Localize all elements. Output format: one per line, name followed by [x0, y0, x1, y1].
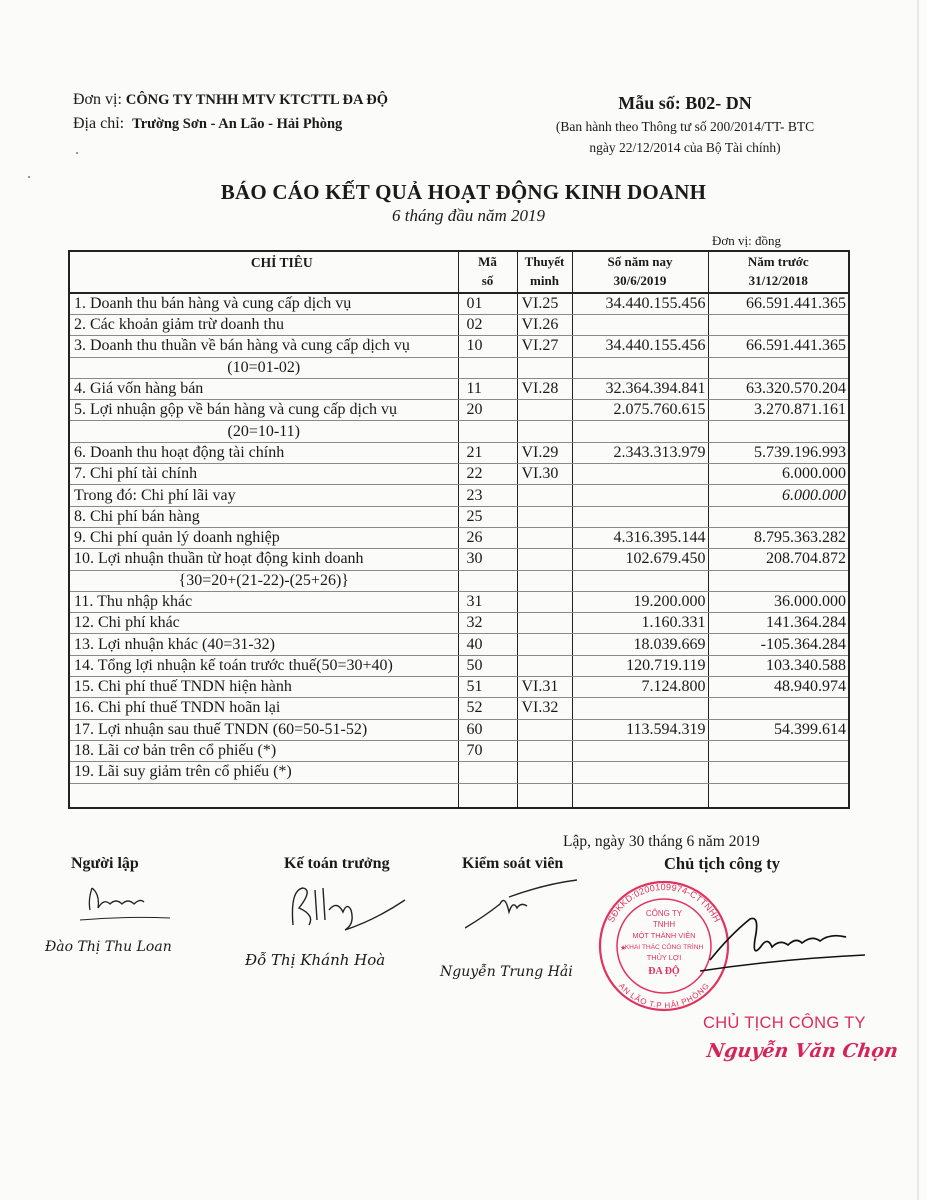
row-prior-value	[708, 357, 849, 378]
row-current-value: 34.440.155.456	[572, 293, 708, 315]
row-current-value: 19.200.000	[572, 591, 708, 612]
row-current-value	[572, 506, 708, 527]
col-header-code-line2: số	[481, 273, 494, 288]
row-code: 20	[458, 400, 517, 421]
table-row	[69, 549, 849, 570]
row-item: 8. Chi phí bán hàng	[69, 506, 458, 527]
row-item: 7. Chi phí tài chính	[69, 464, 458, 485]
table-row	[69, 719, 849, 740]
row-note	[517, 549, 572, 570]
row-note: VI.27	[517, 336, 572, 357]
row-note	[517, 506, 572, 527]
row-code: 23	[458, 485, 517, 506]
row-note	[517, 527, 572, 548]
col-header-current	[572, 251, 708, 293]
row-item: 11. Thu nhập khác	[69, 591, 458, 612]
row-current-value: 113.594.319	[572, 719, 708, 740]
row-note: VI.32	[517, 698, 572, 719]
empty-cell	[517, 783, 572, 808]
row-prior-value	[708, 570, 849, 591]
row-note: VI.29	[517, 442, 572, 463]
unit-line	[73, 88, 388, 112]
col-header-prior	[708, 251, 849, 293]
seal-line-6: ĐA ĐỘ	[648, 966, 680, 977]
row-note	[517, 421, 572, 442]
row-item: 18. Lãi cơ bản trên cổ phiếu (*)	[69, 740, 458, 761]
row-code: 22	[458, 464, 517, 485]
chairman-signature	[700, 915, 870, 975]
table-row	[69, 442, 849, 463]
table-row	[69, 740, 849, 761]
row-code: 26	[458, 527, 517, 548]
row-code	[458, 421, 517, 442]
row-current-value: 18.039.669	[572, 634, 708, 655]
scan-speck	[28, 176, 30, 178]
row-current-value	[572, 357, 708, 378]
row-item: (20=10-11)	[69, 421, 458, 442]
empty-cell	[572, 783, 708, 808]
table-row-empty	[69, 783, 849, 808]
row-prior-value: 54.399.614	[708, 719, 849, 740]
row-prior-value: 36.000.000	[708, 591, 849, 612]
row-note: VI.31	[517, 677, 572, 698]
table-row	[69, 336, 849, 357]
report-date: Lập, ngày 30 tháng 6 năm 2019	[563, 833, 760, 850]
table-row	[69, 655, 849, 676]
row-item: 13. Lợi nhuận khác (40=31-32)	[69, 634, 458, 655]
row-note	[517, 762, 572, 783]
row-prior-value	[708, 421, 849, 442]
currency-unit: Đơn vị: đồng	[712, 233, 781, 248]
row-code: 60	[458, 719, 517, 740]
row-note	[517, 400, 572, 421]
row-current-value: 2.075.760.615	[572, 400, 708, 421]
row-note: VI.30	[517, 464, 572, 485]
row-prior-value: 66.591.441.365	[708, 293, 849, 315]
row-current-value	[572, 698, 708, 719]
row-item: (10=01-02)	[69, 357, 458, 378]
row-item: 16. Chi phí thuế TNDN hoãn lại	[69, 698, 458, 719]
row-current-value	[572, 464, 708, 485]
row-item: {30=20+(21-22)-(25+26)}	[69, 570, 458, 591]
row-current-value: 1.160.331	[572, 613, 708, 634]
table-row	[69, 293, 849, 315]
report-period: 6 tháng đầu năm 2019	[392, 206, 545, 225]
table-row	[69, 570, 849, 591]
row-item: 6. Doanh thu hoạt động tài chính	[69, 442, 458, 463]
row-prior-value: 5.739.196.993	[708, 442, 849, 463]
col-header-current-line1: Số năm nay	[607, 254, 673, 269]
row-prior-value: 141.364.284	[708, 613, 849, 634]
row-code: 25	[458, 506, 517, 527]
table-row	[69, 357, 849, 378]
row-note	[517, 719, 572, 740]
row-item: 12. Chi phí khác	[69, 613, 458, 634]
form-note-1: (Ban hành theo Thông tư số 200/2014/TT- BTC	[555, 119, 815, 134]
row-prior-value	[708, 315, 849, 336]
row-note: VI.25	[517, 293, 572, 315]
row-current-value: 32.364.394.841	[572, 378, 708, 399]
table-row	[69, 506, 849, 527]
row-current-value	[572, 421, 708, 442]
row-note: VI.26	[517, 315, 572, 336]
row-note	[517, 634, 572, 655]
row-current-value	[572, 485, 708, 506]
row-prior-value: 103.340.588	[708, 655, 849, 676]
svg-text:AN LÃO T.P HẢI PHÒNG	[617, 981, 710, 1010]
scan-edge	[917, 0, 919, 1200]
table-row	[69, 315, 849, 336]
row-code: 30	[458, 549, 517, 570]
table-row	[69, 634, 849, 655]
row-item: 9. Chi phí quản lý doanh nghiệp	[69, 527, 458, 548]
row-code: 32	[458, 613, 517, 634]
row-item: 10. Lợi nhuận thuần từ hoạt động kinh doanh	[69, 549, 458, 570]
table-row	[69, 527, 849, 548]
row-code	[458, 357, 517, 378]
row-current-value: 102.679.450	[572, 549, 708, 570]
form-number: Mẫu số: B02- DN	[618, 93, 752, 113]
report-title: BÁO CÁO KẾT QUẢ HOẠT ĐỘNG KINH DOANH	[220, 180, 707, 204]
scan-speck	[76, 152, 78, 154]
row-code: 51	[458, 677, 517, 698]
seal-line-2: TNHH	[652, 920, 676, 929]
row-prior-value: 6.000.000	[708, 464, 849, 485]
col-header-prior-line1: Năm trước	[747, 254, 809, 269]
table-row	[69, 677, 849, 698]
chairman-title: Chủ tịch công ty	[664, 854, 780, 873]
row-note	[517, 570, 572, 591]
col-header-code-line1: Mã	[478, 254, 497, 269]
row-note	[517, 613, 572, 634]
controller-title: Kiểm soát viên	[462, 855, 564, 872]
row-prior-value: -105.364.284	[708, 634, 849, 655]
col-header-note	[517, 251, 572, 293]
row-code: 01	[458, 293, 517, 315]
table-row	[69, 485, 849, 506]
row-current-value	[572, 740, 708, 761]
table-header-row	[69, 251, 849, 293]
row-item: 19. Lãi suy giảm trên cổ phiếu (*)	[69, 762, 458, 783]
address-value: Trường Sơn - An Lão - Hải Phòng	[132, 116, 343, 132]
row-item: 2. Các khoản giảm trừ doanh thu	[69, 315, 458, 336]
col-header-item-label: CHỈ TIÊU	[250, 255, 313, 270]
empty-cell	[69, 783, 458, 808]
table-body	[69, 293, 849, 808]
row-code: 52	[458, 698, 517, 719]
table-row	[69, 400, 849, 421]
row-code: 70	[458, 740, 517, 761]
row-current-value: 120.719.119	[572, 655, 708, 676]
row-current-value: 2.343.313.979	[572, 442, 708, 463]
row-code: 10	[458, 336, 517, 357]
controller-signature	[465, 878, 585, 938]
row-note	[517, 655, 572, 676]
address-line	[73, 112, 388, 136]
row-prior-value: 6.000.000	[708, 485, 849, 506]
row-code: 21	[458, 442, 517, 463]
row-code: 02	[458, 315, 517, 336]
chief-accountant-name: Đỗ Thị Khánh Hoà	[245, 951, 386, 969]
row-code	[458, 570, 517, 591]
row-code: 11	[458, 378, 517, 399]
col-header-note-line1: Thuyết	[524, 254, 565, 269]
row-item: 5. Lợi nhuận gộp về bán hàng và cung cấp dịch vụ	[69, 400, 458, 421]
income-statement-table	[68, 250, 850, 809]
seal-line-4: KHAI THÁC CÔNG TRÌNH	[624, 944, 704, 951]
preparer-title: Người lập	[71, 855, 139, 872]
row-prior-value: 48.940.974	[708, 677, 849, 698]
row-code	[458, 762, 517, 783]
seal-ring-bottom: AN LÃO T.P HẢI PHÒNG	[617, 981, 711, 1010]
row-prior-value	[708, 762, 849, 783]
table-row	[69, 591, 849, 612]
col-header-code	[458, 251, 517, 293]
preparer-name: Đào Thị Thu Loan	[45, 939, 172, 955]
company-header	[73, 88, 388, 136]
col-header-current-line2: 30/6/2019	[613, 273, 667, 288]
address-label: Địa chỉ:	[73, 115, 125, 132]
row-current-value: 7.124.800	[572, 677, 708, 698]
row-current-value: 4.316.395.144	[572, 527, 708, 548]
row-current-value	[572, 315, 708, 336]
table-row	[69, 698, 849, 719]
row-prior-value: 208.704.872	[708, 549, 849, 570]
row-prior-value	[708, 506, 849, 527]
table-row	[69, 762, 849, 783]
row-item: 4. Giá vốn hàng bán	[69, 378, 458, 399]
chairman-name: Nguyễn Văn Chọn	[705, 1040, 900, 1062]
row-item: 14. Tổng lợi nhuận kế toán trước thuế(50=30+40)	[69, 655, 458, 676]
table-row	[69, 464, 849, 485]
table-row	[69, 613, 849, 634]
table-row	[69, 421, 849, 442]
row-prior-value	[708, 698, 849, 719]
unit-label: Đơn vị:	[73, 91, 122, 108]
row-code: 50	[458, 655, 517, 676]
chairman-stamp-title: CHỦ TỊCH CÔNG TY	[703, 1014, 866, 1032]
col-header-prior-line2: 31/12/2018	[748, 273, 808, 288]
row-prior-value: 8.795.363.282	[708, 527, 849, 548]
row-item: 17. Lợi nhuận sau thuế TNDN (60=50-51-52)	[69, 719, 458, 740]
seal-star-icon: ★	[620, 944, 627, 952]
row-item: Trong đó: Chi phí lãi vay	[69, 485, 458, 506]
row-prior-value	[708, 740, 849, 761]
preparer-signature	[70, 880, 200, 930]
row-item: 1. Doanh thu bán hàng và cung cấp dịch vụ	[69, 293, 458, 315]
seal-line-3: MỘT THÀNH VIÊN	[632, 931, 696, 940]
row-prior-value: 66.591.441.365	[708, 336, 849, 357]
col-header-note-line2: minh	[530, 273, 559, 288]
chief-accountant-signature	[285, 880, 425, 940]
form-note-2: ngày 22/12/2014 của Bộ Tài chính)	[589, 140, 781, 155]
empty-cell	[458, 783, 517, 808]
seal-line-1: CÔNG TY	[645, 909, 683, 918]
seal-ring-text: SĐKKD:0200109974-CTTNHH	[605, 881, 723, 924]
row-note: VI.28	[517, 378, 572, 399]
row-item: 3. Doanh thu thuần về bán hàng và cung cấp dịch vụ	[69, 336, 458, 357]
row-code: 31	[458, 591, 517, 612]
unit-name: CÔNG TY TNHH MTV KTCTTL ĐA ĐỘ	[125, 92, 389, 108]
controller-name: Nguyễn Trung Hải	[440, 964, 573, 980]
chief-accountant-title: Kế toán trưởng	[284, 855, 390, 872]
row-current-value: 34.440.155.456	[572, 336, 708, 357]
row-current-value	[572, 570, 708, 591]
col-header-item	[69, 251, 458, 293]
row-note	[517, 357, 572, 378]
row-note	[517, 591, 572, 612]
empty-cell	[708, 783, 849, 808]
table-row	[69, 378, 849, 399]
row-prior-value: 63.320.570.204	[708, 378, 849, 399]
row-note	[517, 740, 572, 761]
row-code: 40	[458, 634, 517, 655]
row-current-value	[572, 762, 708, 783]
seal-line-5: THỦY LỢI	[646, 953, 682, 962]
row-note	[517, 485, 572, 506]
row-prior-value: 3.270.871.161	[708, 400, 849, 421]
row-item: 15. Chi phí thuế TNDN hiện hành	[69, 677, 458, 698]
form-reference	[520, 90, 850, 158]
